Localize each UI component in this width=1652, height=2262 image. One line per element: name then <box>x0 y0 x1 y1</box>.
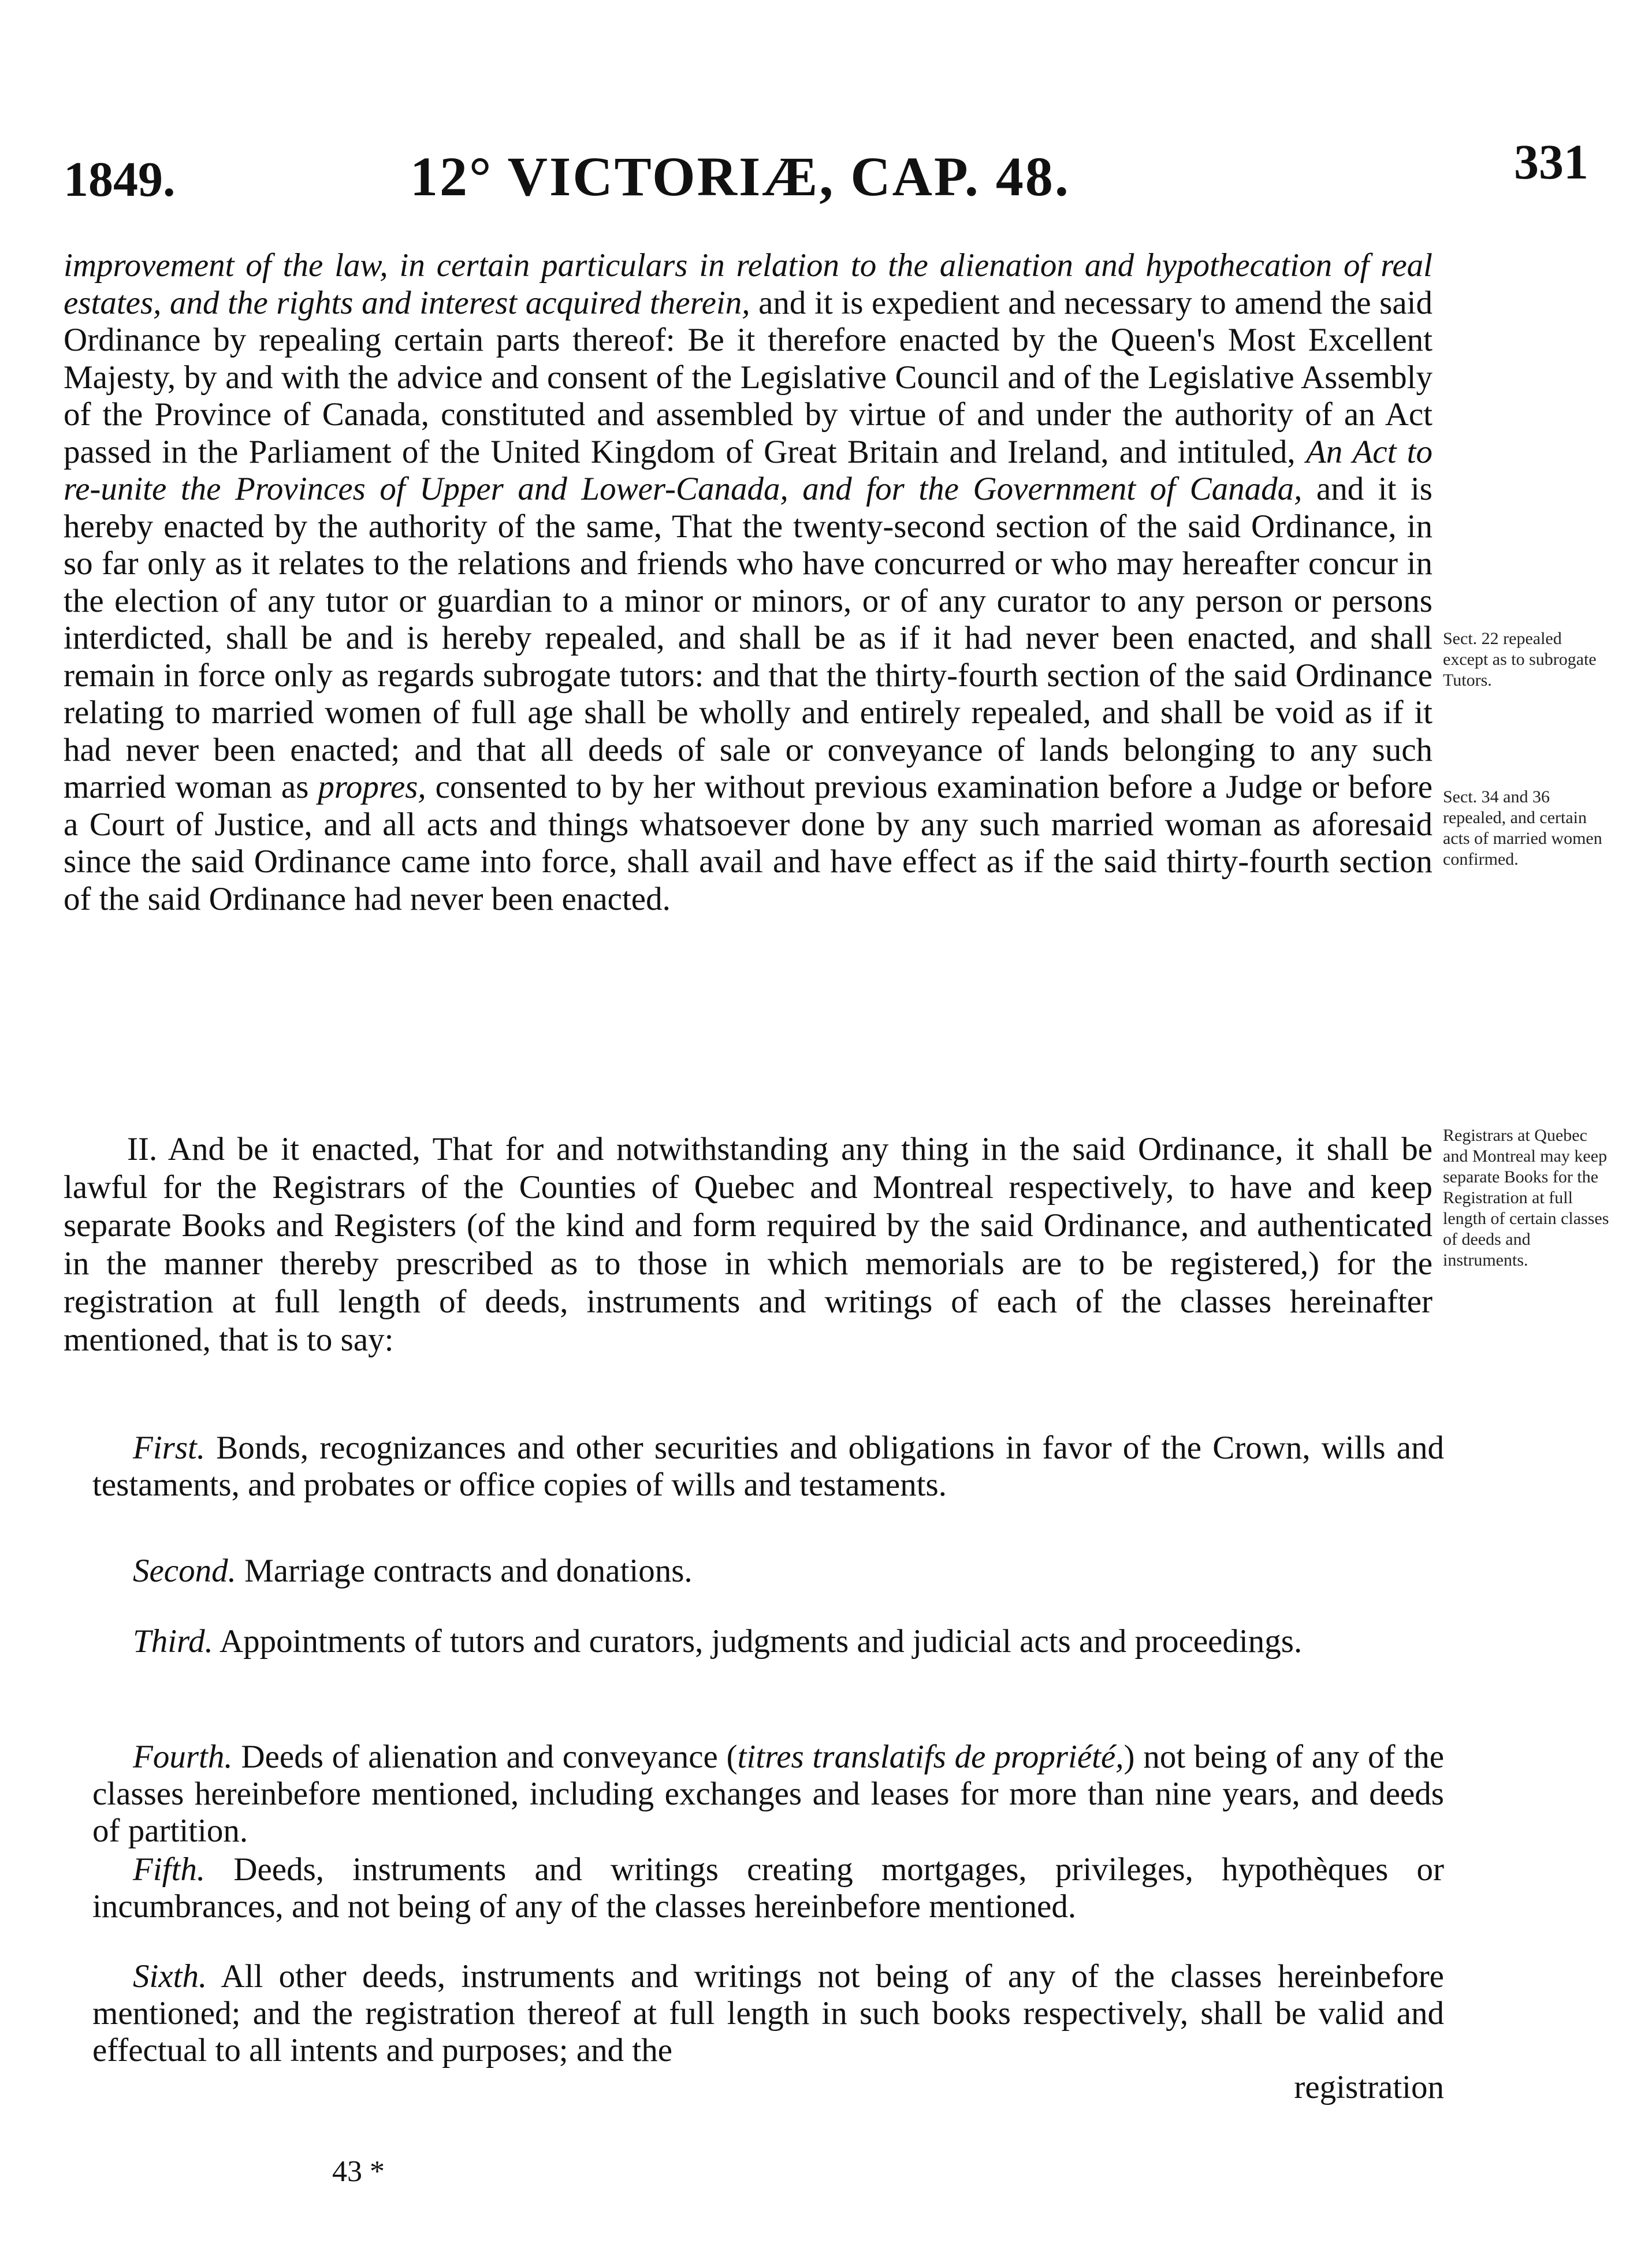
list-item-first <box>92 1430 1444 1504</box>
enactment-text: and it is hereby enacted by the authority of the same, That the twenty-second section of the said Ordinance, in so far only as it relates to the relations and friends who have concurred or who may hereafter concur in the election of any tutor or guardian to a minor or minors, or of any curator to any person or persons interdicted, shall be and is hereby repealed, and shall be as if it had never been enacted, and shall remain in force only as regards subrogate tutors: and that the thirty-fourth section of the said Ordinance relating to married women of full age shall be wholly and entirely repealed, and shall be void as if it had never been enacted; and that all deeds of sale or conveyance of lands belonging to any such married woman as <box>64 471 1433 805</box>
item-label: Fifth. <box>133 1851 206 1888</box>
item-text: Deeds of alienation and conveyance ( <box>232 1739 738 1775</box>
signature-mark: 43 * <box>332 2155 385 2188</box>
header-year: 1849. <box>64 151 176 207</box>
propres-term: propres, <box>318 769 426 805</box>
enactment-text-end: consented to by her without previous examination before a Judge or before a Court of Justice, and all acts and things whatsoever done by any such married woman as aforesaid since the said Ordinance came into force, shall avail and have effect as if the said thirty-fourth section of the said Ordinance had never been enacted. <box>64 769 1433 917</box>
paragraph-section-2: II. And be it enacted, That for and notwithstanding any thing in the said Ordinance, it shall be lawful for the Registrars of the Counties of Quebec and Montreal respectively, to have and keep separate Books and Registers (of the kind and form required by the said Ordinance, and authenticated in the manner thereby prescribed as to those in which memorials are to be registered,) for the registration at full length of deeds, instruments and writings of each of the classes hereinafter mentioned, that is to say: <box>64 1131 1433 1358</box>
list-item-third <box>92 1623 1444 1660</box>
item-label: Fourth. <box>133 1739 233 1775</box>
list-item-fourth <box>92 1739 1444 1850</box>
catchword: registration <box>1294 2069 1444 2105</box>
item-text-end: ) not being of any of the classes hereinbefore mentioned, including exchanges and leases for more than nine years, and deeds of partition. <box>92 1739 1444 1849</box>
margin-note-registrars: Registrars at Quebec and Montreal may keep separate Books for the Registration at full length of certain classes of deeds and instruments. <box>1443 1126 1609 1270</box>
list-item-sixth <box>92 1958 1444 2106</box>
item-label: Second. <box>133 1553 236 1589</box>
item-text: Appointments of tutors and curators, judgments and judicial acts and proceedings. <box>213 1623 1303 1660</box>
item-label: Sixth. <box>133 1958 207 1995</box>
act-title: An Act to re-unite the Provinces of Upper and Lower-Canada, and for the Government of Canada, <box>64 433 1433 507</box>
preamble-text: and it is expedient and necessary to amend the said Ordinance by repealing certain parts thereof: Be it therefore enacted by the Queen's Most Excellent Majesty, by and with the advice and consent of the Legislative Council and of the Legislative Assembly of the Province of Canada, constituted and assembled by virtue of and under the authority of an Act passed in the Parliament of the United Kingdom of Great Britain and Ireland, and intituled, <box>64 284 1433 470</box>
page-number: 331 <box>1514 134 1588 189</box>
margin-note-sect-22: Sect. 22 repealed except as to subrogate Tutors. <box>1443 629 1597 690</box>
item-text: Bonds, recognizances and other securities and obligations in favor of the Crown, wills and testaments, and probates or office copies of wills and testaments. <box>92 1430 1444 1503</box>
item-text: Marriage contracts and donations. <box>236 1553 693 1589</box>
list-item-fifth <box>92 1851 1444 1925</box>
paragraph-preamble <box>64 247 1433 918</box>
running-header <box>64 133 1588 214</box>
french-term: titres translatifs de propriété, <box>737 1739 1124 1775</box>
item-label: Third. <box>133 1623 213 1660</box>
item-text: All other deeds, instruments and writings not being of any of the classes hereinbefore mentioned; and the registration thereof at full length in such books respectively, shall be valid and effectual to all intents and purposes; and the <box>92 1958 1444 2068</box>
list-item-second <box>92 1553 1444 1590</box>
margin-note-sect-34: Sect. 34 and 36 repealed, and certain acts of married women confirmed. <box>1443 787 1602 869</box>
header-title: 12° VICTORIÆ, CAP. 48. <box>410 146 1070 207</box>
item-label: First. <box>133 1430 206 1466</box>
item-text: Deeds, instruments and writings creating mortgages, privileges, hypothèques or incumbrances, and not being of any of the classes hereinbefore mentioned. <box>92 1851 1444 1925</box>
preamble-italic: improvement of the law, in certain particulars in relation to the alienation and hypothecation of real estates, and the rights and interest acquired therein, <box>64 247 1433 321</box>
